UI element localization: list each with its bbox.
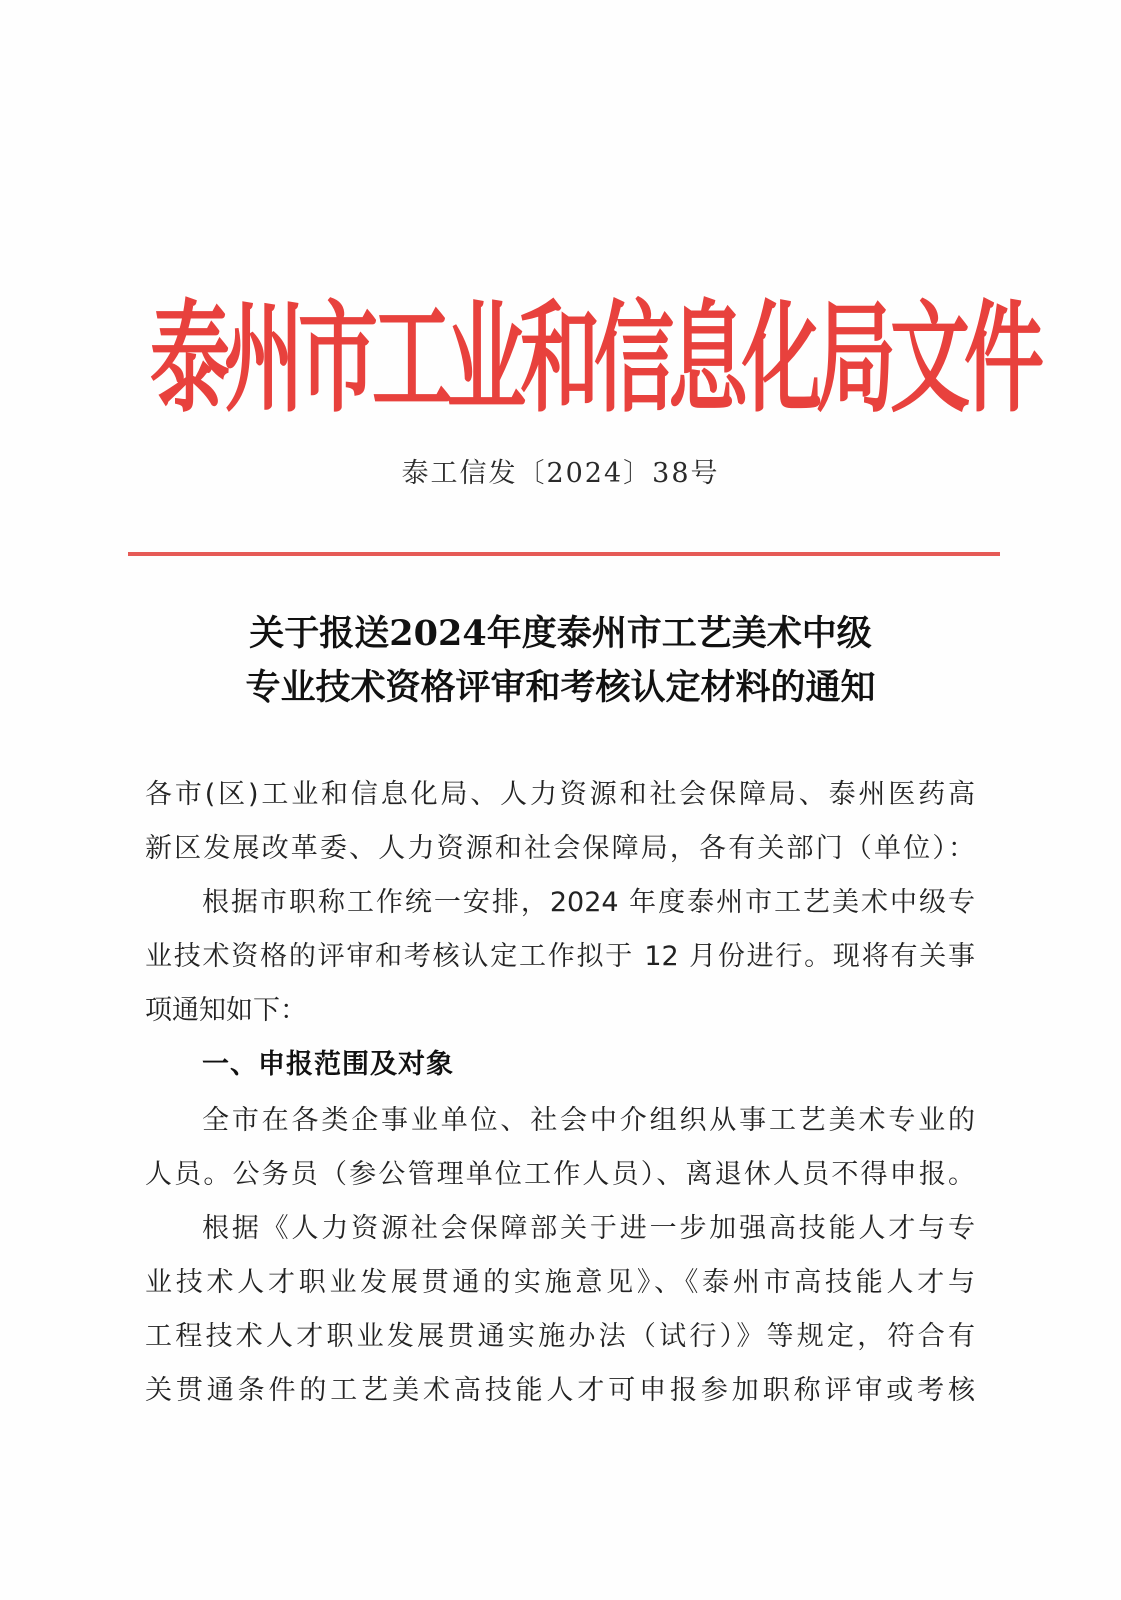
section1-para1-line-2: 人员。公务员（参公管理单位工作人员）、离退休人员不得申报。	[145, 1159, 975, 1190]
intro-line-2: 业技术资格的评审和考核认定工作拟于 12 月份进行。现将有关事	[145, 941, 975, 972]
section1-para1-line-1: 全市在各类企事业单位、社会中介组织从事工艺美术专业的	[202, 1105, 975, 1136]
masthead-title: 泰州市工业和信息化局文件	[150, 287, 1038, 429]
addressee-line-1: 各市(区)工业和信息化局、人力资源和社会保障局、泰州医药高	[145, 779, 975, 810]
notice-title-line-1: 关于报送2024年度泰州市工艺美术中级	[249, 613, 872, 654]
intro-line-1: 根据市职称工作统一安排，2024 年度泰州市工艺美术中级专	[202, 887, 975, 918]
red-divider-line	[128, 552, 1000, 556]
intro-line-3: 项通知如下：	[145, 995, 307, 1026]
document-number: 泰工信发〔2024〕38号	[401, 458, 720, 489]
section1-para2-line-1: 根据《人力资源社会保障部关于进一步加强高技能人才与专	[202, 1213, 975, 1244]
section1-para2-line-4: 关贯通条件的工艺美术高技能人才可申报参加职称评审或考核	[145, 1375, 975, 1406]
section-heading-1: 一、申报范围及对象	[202, 1049, 454, 1080]
section1-para2-line-3: 工程技术人才职业发展贯通实施办法（试行）》等规定，符合有	[145, 1321, 975, 1352]
addressee-line-2: 新区发展改革委、人力资源和社会保障局，各有关部门（单位）：	[145, 833, 975, 864]
notice-title-line-2: 专业技术资格评审和考核认定材料的通知	[245, 667, 876, 708]
section1-para2-line-2: 业技术人才职业发展贯通的实施意见》、《泰州市高技能人才与	[145, 1267, 975, 1298]
